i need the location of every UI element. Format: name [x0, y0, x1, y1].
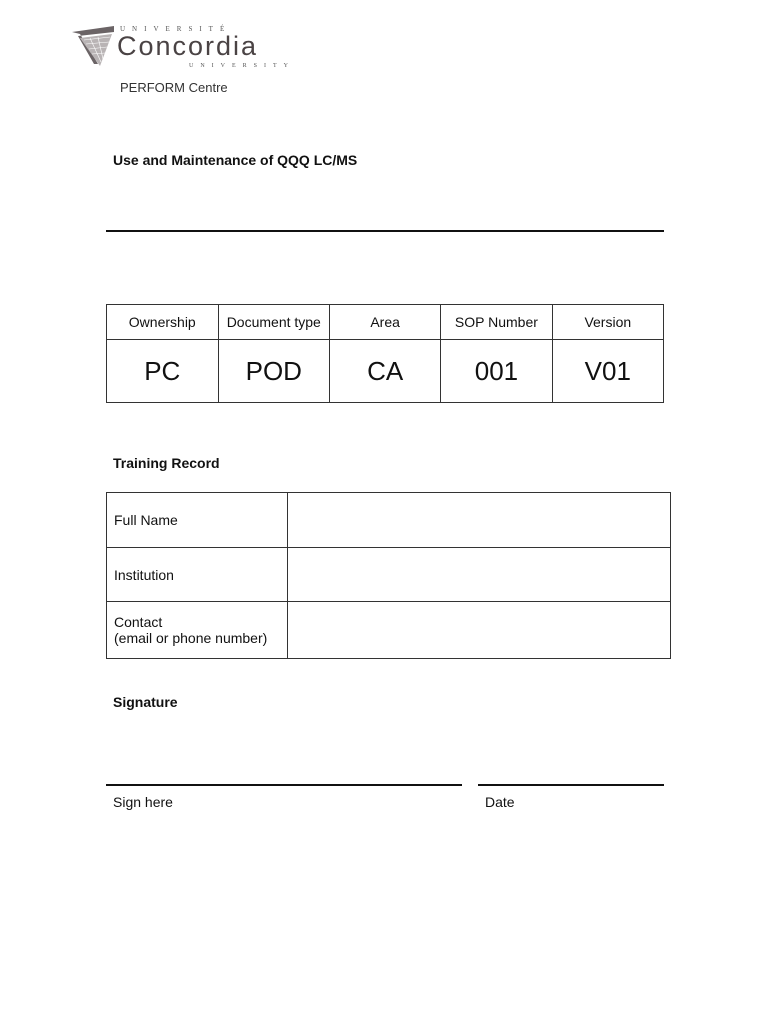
meta-value-sop-number: 001	[441, 340, 552, 403]
full-name-label: Full Name	[107, 493, 288, 548]
table-row	[107, 602, 671, 659]
logo-bottom-text: UNIVERSITY	[189, 63, 295, 69]
document-meta-table	[106, 304, 664, 403]
meta-header-ownership: Ownership	[107, 305, 219, 340]
table-row	[107, 493, 671, 548]
training-record-table	[106, 492, 671, 659]
table-row	[107, 548, 671, 602]
training-record-heading: Training Record	[113, 455, 220, 471]
date-line[interactable]	[478, 784, 664, 786]
logo-wordmark: Concordia	[117, 31, 259, 61]
contact-label-line1: Contact	[114, 614, 163, 630]
institution-label: Institution	[107, 548, 288, 602]
signature-heading: Signature	[113, 694, 178, 710]
sign-here-label: Sign here	[113, 794, 173, 810]
full-name-field[interactable]	[287, 493, 670, 548]
meta-header-document-type: Document type	[218, 305, 330, 340]
meta-header-sop-number: SOP Number	[441, 305, 552, 340]
meta-value-row	[107, 340, 664, 403]
logo-top-text: UNIVERSITÉ	[120, 25, 232, 33]
date-label: Date	[485, 794, 515, 810]
centre-name: PERFORM Centre	[120, 80, 228, 95]
sign-line[interactable]	[106, 784, 462, 786]
title-rule	[106, 230, 664, 232]
meta-value-ownership: PC	[107, 340, 219, 403]
contact-label-line2: (email or phone number)	[114, 630, 268, 646]
meta-value-area: CA	[330, 340, 441, 403]
contact-field[interactable]	[287, 602, 670, 659]
institution-field[interactable]	[287, 548, 670, 602]
document-title: Use and Maintenance of QQQ LC/MS	[113, 152, 358, 168]
meta-header-row	[107, 305, 664, 340]
contact-label	[107, 602, 288, 659]
meta-header-version: Version	[552, 305, 663, 340]
meta-header-area: Area	[330, 305, 441, 340]
meta-value-version: V01	[552, 340, 663, 403]
meta-value-document-type: POD	[218, 340, 330, 403]
